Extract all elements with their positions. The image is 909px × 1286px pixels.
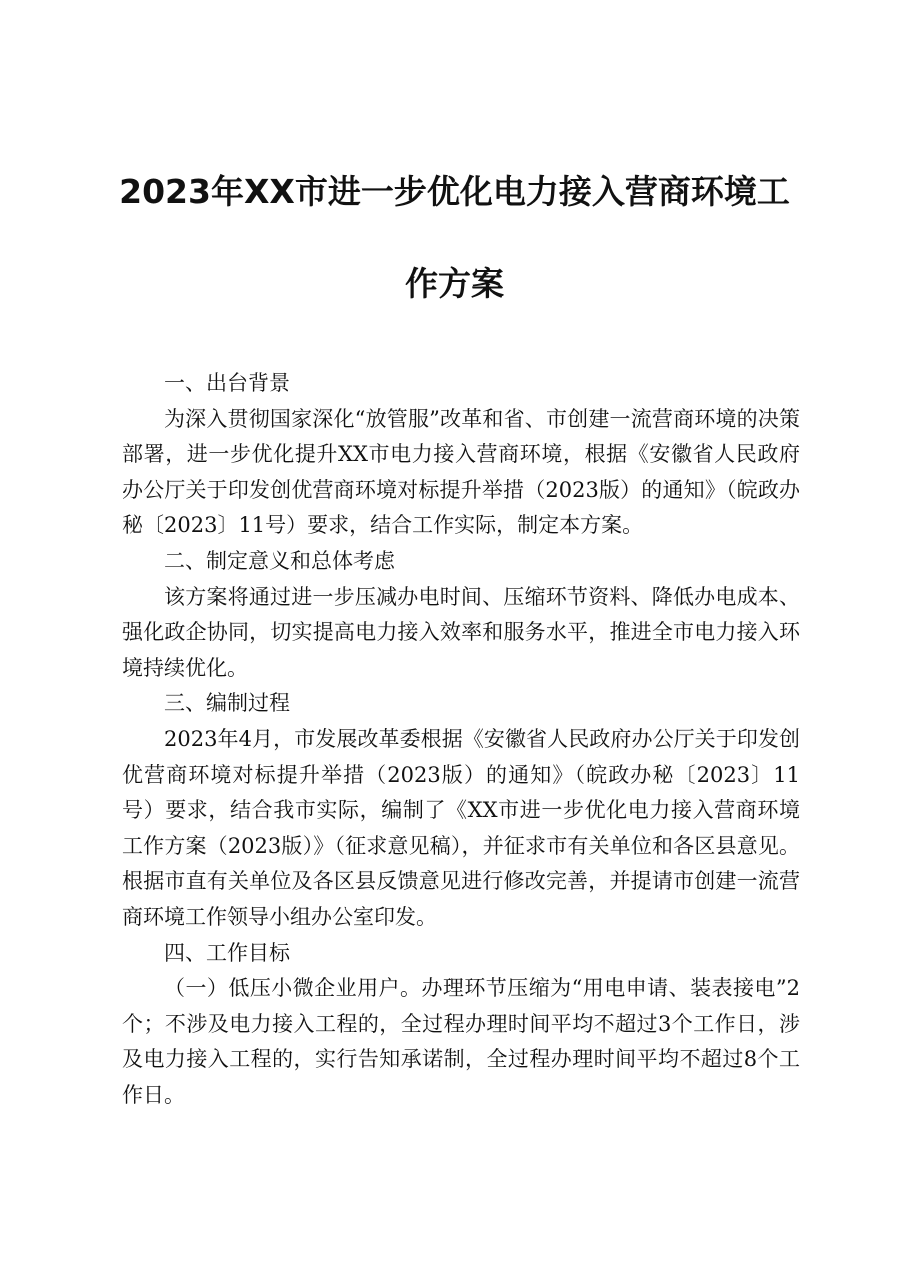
- document-title-line-1: 2023年XX市进一步优化电力接入营商环境工: [119, 172, 790, 211]
- section-heading-significance: 二、制定意义和总体考虑: [164, 548, 395, 573]
- section-heading-process: 三、编制过程: [164, 691, 290, 716]
- document-title-line-2: 作方案: [405, 264, 504, 303]
- paragraph-goals-low-voltage: （一）低压小微企业用户。办理环节压缩为“用电申请、装表接电”2个；不涉及电力接入工程的，全过程办理时间平均不超过3个工作日，涉及电力接入工程的，实行告知承诺制，全过程办理时间平均不超过8个工作日。: [122, 976, 800, 1107]
- section-heading-goals: 四、工作目标: [164, 940, 290, 965]
- paragraph-background: 为深入贯彻国家深化“放管服”改革和省、市创建一流营商环境的决策部署，进一步优化提升XX市电力接入营商环境，根据《安徽省人民政府办公厅关于印发创优营商环境对标提升举措（2023版）的通知》（皖政办秘〔2023〕11号）要求，结合工作实际，制定本方案。: [122, 406, 800, 538]
- section-heading-background: 一、出台背景: [164, 371, 290, 395]
- paragraph-significance: 该方案将通过进一步压减办电时间、压缩环节资料、降低办电成本、强化政企协同，切实提高电力接入效率和服务水平，推进全市电力接入环境持续优化。: [122, 584, 800, 680]
- paragraph-process: 2023年4月，市发展改革委根据《安徽省人民政府办公厅关于印发创优营商环境对标提升举措（2023版）的通知》（皖政办秘〔2023〕11号）要求，结合我市实际，编制了《XX市进一步优化电力接入营商环境工作方案（2023版）》（征求意见稿），并征求市有关单位和各区县意见。根据市直有关单位及各区县反馈意见进行修改完善，并提请市创建一流营商环境工作领导小组办公室印发。: [122, 726, 800, 929]
- document-body: [122, 366, 800, 1113]
